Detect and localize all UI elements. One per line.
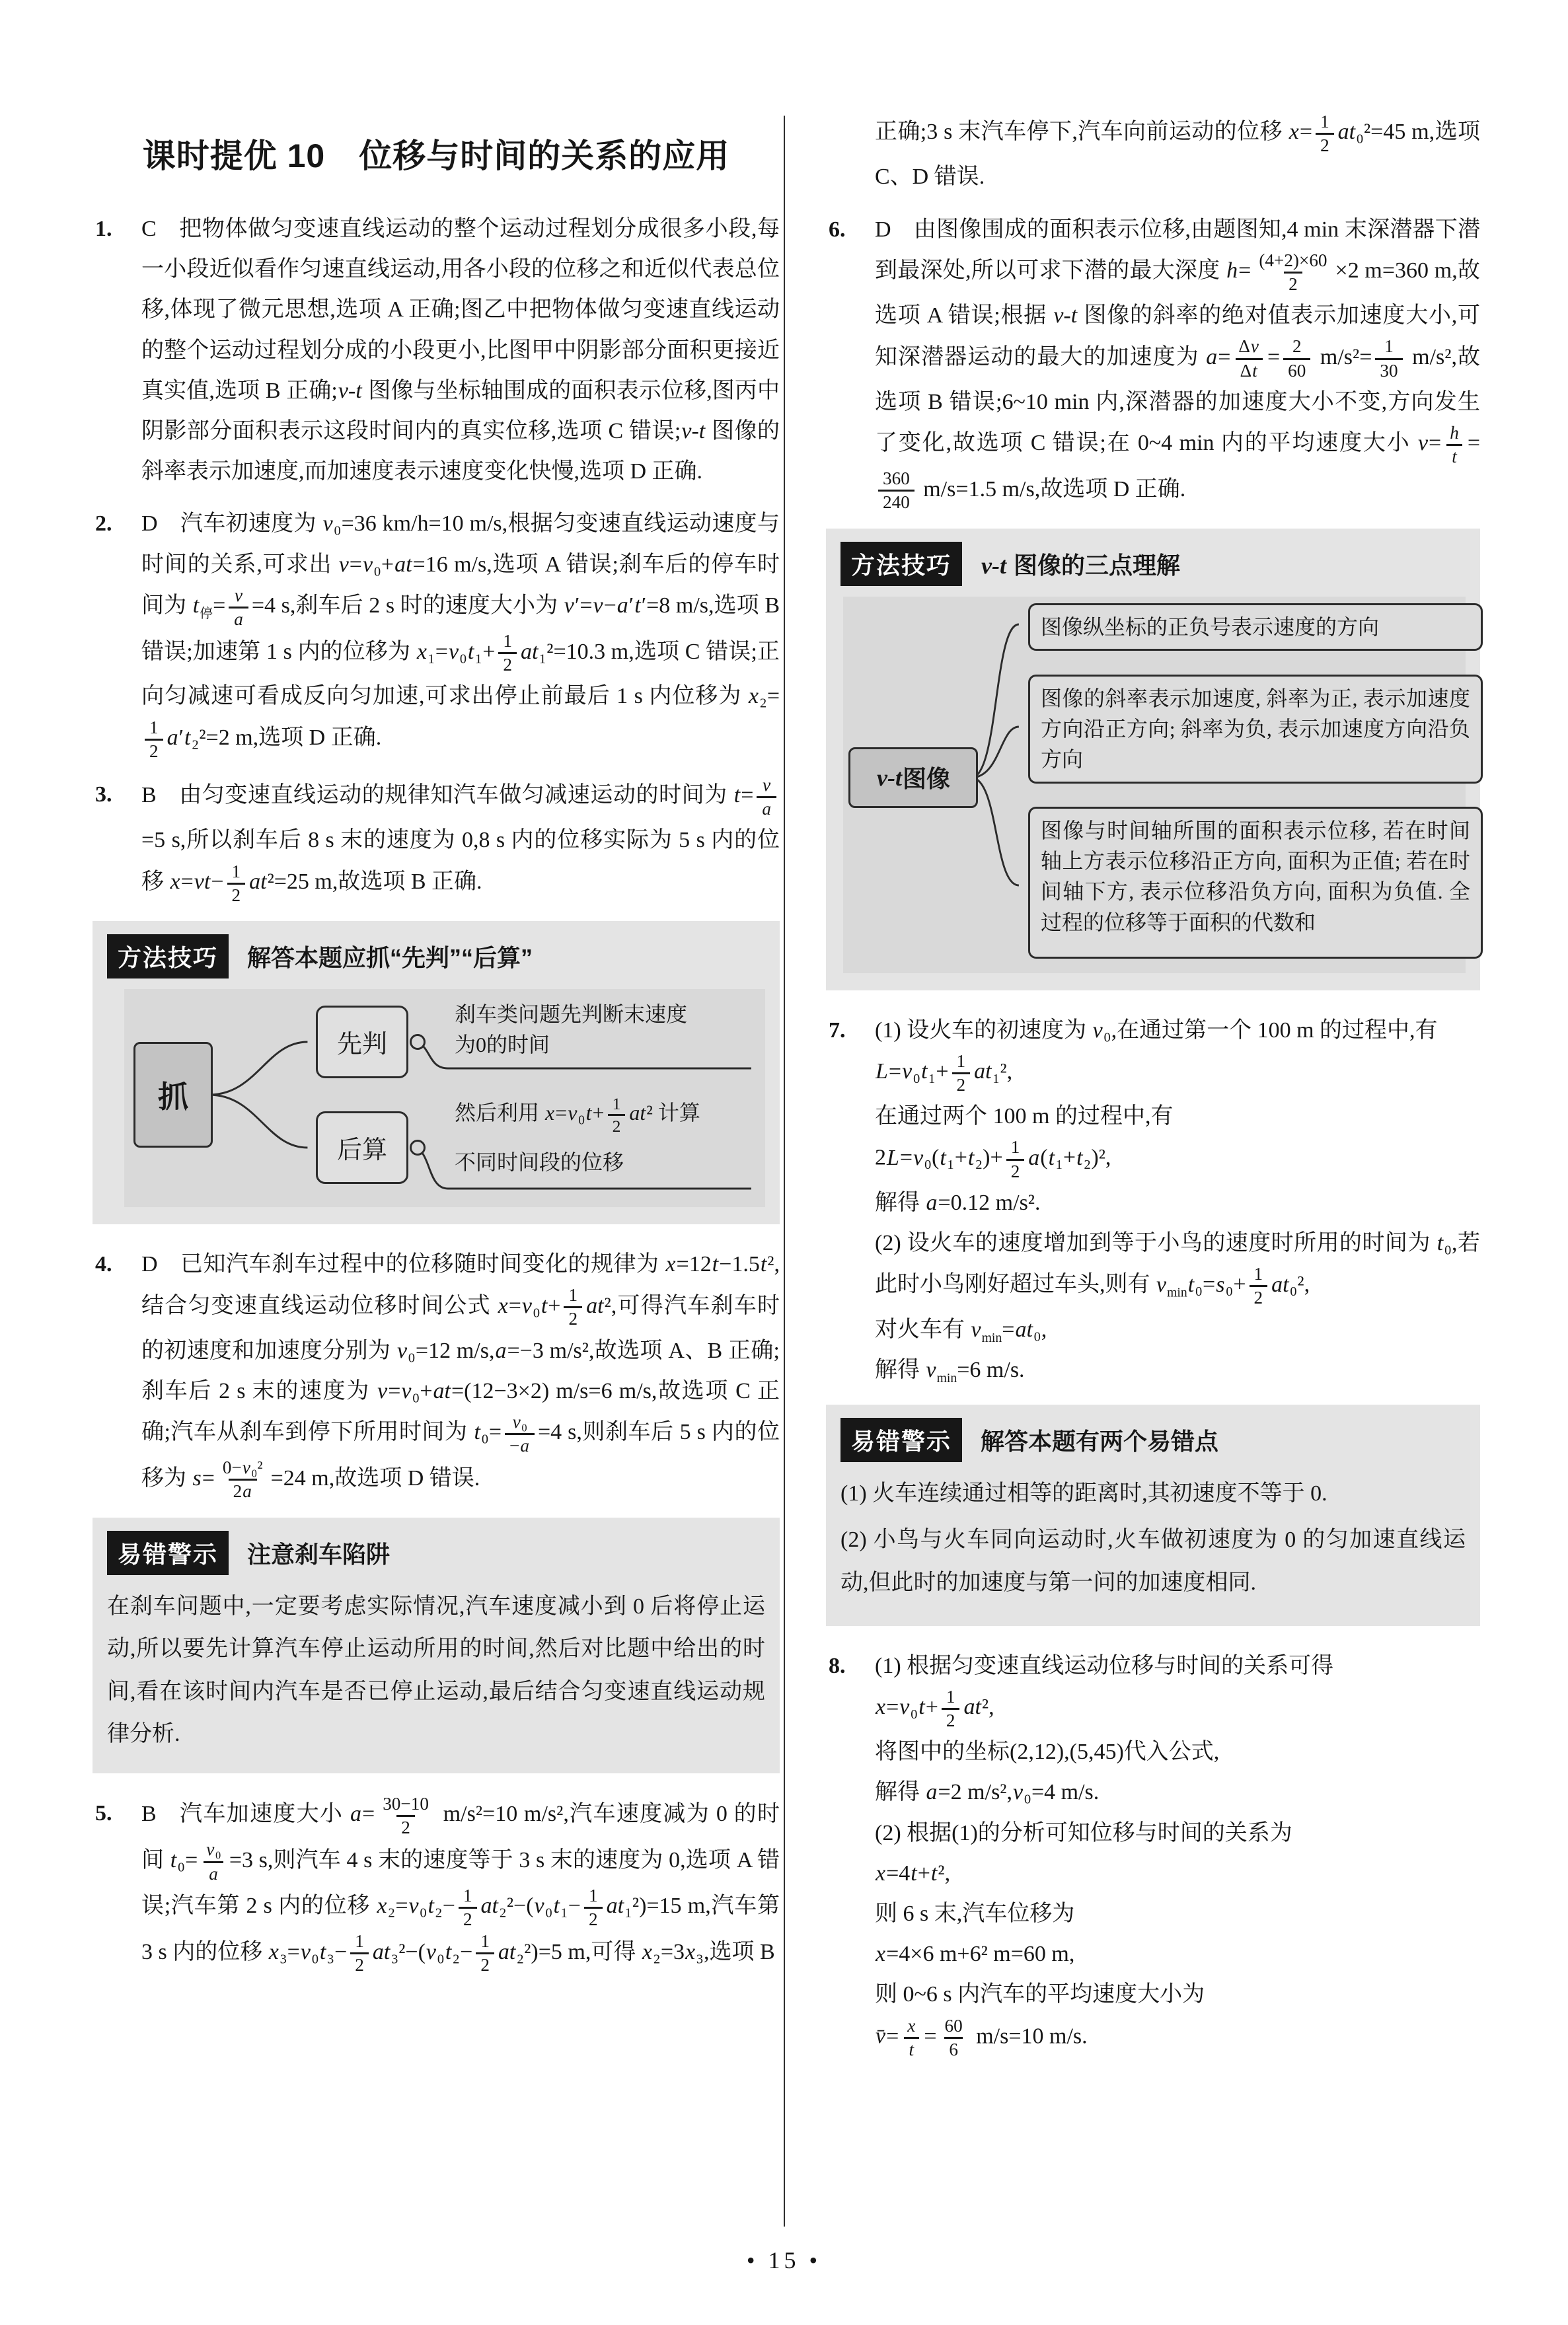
solution-line: (2) 根据(1)的分析可知位移与时间的关系为 xyxy=(875,1820,1292,1845)
solution-line: (2) 设火车的速度增加到等于小鸟的速度时所用的时间为 t₀,若此时小鸟刚好超过车头,则有 $v_{min}t_0=s_0+$ $\frac{1}{2}$ at₀², xyxy=(875,1223,1480,1310)
footer-bullet-icon: • xyxy=(809,2247,822,2273)
left-column xyxy=(93,111,780,1989)
box-header xyxy=(840,1418,1466,1462)
mindmap-root-node: 抓 xyxy=(133,1042,213,1148)
formula-line: x=4×6 m+6² m=60 m, xyxy=(876,1942,1075,1967)
item-text: 已知汽车刹车过程中的位移随时间变化的规律为 x=12t−1.5t²,结合匀变速直线运动位移时间公式 x=v₀t+ $\frac{1}{2}$ at²,可得汽车刹车时的初速度和加速度分别为 v₀=12 m/s,a=−3 m/s²,故选项 A、B 正确;刹车后 2 s 末的速度为 v=v₀+at=(12−3×2) m/s=6 m/s,故选项 C 正确;汽车从刹车到停下所用时间为 t₀= $\frac{\text{v₀}}{-a}$ =4 s,则刹车后 5 s 内的位移为 s= $\frac{\text{0−v₀²}}{2a}$ =24 m,故选项 D 错误. xyxy=(141,1252,780,1491)
formula-line: x=v₀t+ $\frac{1}{2}$ at², xyxy=(875,1686,1480,1732)
solution-line: (1) 根据匀变速直线运动位移与时间的关系可得 xyxy=(875,1653,1334,1678)
answer-letter: D xyxy=(141,511,158,536)
error-warning-body xyxy=(840,1473,1466,1605)
solution-line: 将图中的坐标(2,12),(5,45)代入公式, xyxy=(875,1740,1220,1765)
solution-line: 在通过两个 100 m 的过程中,有 xyxy=(875,1104,1174,1129)
error-warning-label: 易错警示 xyxy=(107,1531,229,1575)
branch-text: 不同时间段的位移 xyxy=(455,1150,624,1174)
right-column xyxy=(826,111,1480,2073)
mindmap-node-then-compute: 后算 xyxy=(316,1111,408,1184)
solution-line: (1) 设火车的初速度为 v₀,在通过第一个 100 m 的过程中,有 xyxy=(875,1017,1438,1043)
item-text: 正确;3 s 末汽车停下,汽车向前运动的位移 x= $\frac{1}{2}$ at₀²=45 m,选项 C、D 错误. xyxy=(875,112,1480,190)
item-text: 由图像围成的面积表示位移,由题图知,4 min 末深潜器下潜到最深处,所以可求下潜的最大深度 h= $\frac{(4+2)\times 60}{2}$ ×2 m=360 m,故选项 A 错误;根据 v-t 图像的斜率的绝对值表示加速度大小,可知深潜器运动的最大的加速度为 a= $\frac{\Delta v}{\Delta t}$ = $\frac{2}{60}$ m/s²= $\frac{1}{30}$ m/s²,故选项 B 错误;6~10 min 内,深潜器的加速度大小不变,方向发生了变化,故选项 C 错误;在 0~4 min 内的平均速度大小 v= $\frac{h}{t}$ = $\frac{360}{240}$ m/s=1.5 m/s,故选项 D 正确. xyxy=(875,217,1480,501)
answer-item-4 xyxy=(93,1244,780,1503)
error-warning-body: 在刹车问题中,一定要考虑实际情况,汽车速度减小到 0 后将停止运动,所以要先计算汽车停止运动所用的时间,然后对比题中给出的时间,看在该时间内汽车是否已停止运动,最后结合匀变速直线运动规律分析. xyxy=(107,1594,765,1747)
column-divider xyxy=(784,116,785,2227)
answer-letter: B xyxy=(141,1802,157,1827)
box-header xyxy=(840,542,1466,586)
solution-line: 解得 a=2 m/s²,v₀=4 m/s. xyxy=(875,1780,1100,1805)
method-tip-box-vt-graph xyxy=(826,529,1480,990)
error-warning-box-brake-trap xyxy=(93,1518,780,1773)
answer-item-6 xyxy=(826,209,1480,514)
mindmap-root-node: v-t 图像 xyxy=(848,747,978,808)
box-header xyxy=(107,1531,765,1575)
page-number: 15 xyxy=(768,2247,800,2273)
formula-line: 2L=v₀(t₁+t₂)+ $\frac{1}{2}$ a(t₁+t₂)², xyxy=(875,1136,1480,1182)
answer-item-5 xyxy=(93,1793,780,1977)
answer-item-8 xyxy=(826,1646,1480,2061)
answer-letter: B xyxy=(141,783,157,808)
warning-point-1: (1) 火车连续通过相等的距离时,其初速度不等于 0. xyxy=(840,1481,1327,1506)
formula-line: 对火车有 $v_{min}=at_0$, xyxy=(875,1317,1047,1345)
item-number: 5. xyxy=(95,1801,112,1826)
mindmap-node-first-judge: 先判 xyxy=(316,1006,408,1078)
item-text: 由匀变速直线运动的规律知汽车做匀减速运动的时间为 t= $\frac{v}{a}$ =5 s,所以刹车后 8 s 末的速度为 0,8 s 内的位移实际为 5 s 内的位移 x=vt− $\frac{1}{2}$ at²=25 m,故选项 B 正确. xyxy=(141,783,780,894)
error-warning-title: 解答本题有两个易错点 xyxy=(981,1427,1219,1455)
item-number: 6. xyxy=(829,217,846,242)
method-tip-label: 方法技巧 xyxy=(107,934,229,978)
method-tip-title: v-t 图像的三点理解 xyxy=(981,551,1180,579)
item-text: 汽车加速度大小 a= $\frac{30-10}{2}$ m/s²=10 m/s²,汽车速度减为 0 的时间 t₀= $\frac{\text{v₀}}{a}$ =3 s,则汽车 4 s 末的速度等于 3 s 末的速度为 0,选项 A 错误;汽车第 2 s 内的位移 x₂=v₀t₂− $\frac{1}{2}$ at₂²−(v₀t₁− $\frac{1}{2}$ at₁²)=15 m,汽车第 3 s 内的位移 x₃=v₀t₃− $\frac{1}{2}$ at₃²−(v₀t₂− $\frac{1}{2}$ at₂²)=5 m,可得 x₂=3x₃,选项 B xyxy=(141,1802,780,1964)
answer-letter: D xyxy=(875,217,891,242)
solution-line: 则 6 s 末,汽车位移为 xyxy=(875,1901,1075,1926)
error-warning-label: 易错警示 xyxy=(840,1418,962,1462)
answer-item-1 xyxy=(93,209,780,492)
answer-item-2 xyxy=(93,503,780,762)
page-footer xyxy=(0,2246,1568,2274)
item-number: 7. xyxy=(829,1017,846,1043)
method-tip-box-brake xyxy=(93,921,780,1224)
connector-circle-icon xyxy=(410,1140,426,1156)
method-tip-label: 方法技巧 xyxy=(840,542,962,586)
solution-line: 解得 a=0.12 m/s². xyxy=(875,1190,1041,1215)
warning-point-2: (2) 小鸟与火车同向运动时,火车做初速度为 0 的匀加速直线运动,但此时的加速度与第一问的加速度相同. xyxy=(840,1528,1466,1596)
box-header xyxy=(107,934,765,978)
branch-text: 为0的时间 xyxy=(455,1032,550,1056)
answer-item-7 xyxy=(826,1010,1480,1390)
item-number: 3. xyxy=(95,782,112,807)
item-number: 1. xyxy=(95,217,112,241)
item-text: 把物体做匀变速直线运动的整个运动过程划分成很多小段,每一小段近似看作匀速直线运动,用各小段的位移之和近似代表总位移,体现了微元思想,选项 A 正确;图乙中把物体做匀变速直线运动的整个运动过程划分成的小段更小,比图甲中阴影部分面积更接近真实值,选项 B 正确;v-t 图像与坐标轴围成的面积表示位移,图丙中阴影部分面积表示这段时间内的真实位移,选项 C 错误;v-t 图像的斜率表示加速度,而加速度表示速度变化快慢,选项 D 正确. xyxy=(141,217,780,484)
answer-item-3 xyxy=(93,774,780,906)
item-number: 8. xyxy=(829,1653,846,1678)
vt-point-sign-of-velocity: 图像纵坐标的正负号表示速度的方向 xyxy=(1028,603,1483,651)
branch-text: 然后利用 x=v₀t+ $\frac{1}{2}$ at² 计算 xyxy=(455,1093,700,1136)
mindmap-vt-diagram xyxy=(843,597,1470,973)
branch-text: 刹车类问题先判断末速度 xyxy=(455,1002,688,1026)
answer-item-5-continued xyxy=(826,111,1480,198)
formula-line: x=4t+t², xyxy=(876,1861,951,1886)
footer-bullet-icon: • xyxy=(746,2247,759,2273)
vt-point-slope-acceleration: 图像的斜率表示加速度, 斜率为正, 表示加速度方向沿正方向; 斜率为负, 表示加速度方向沿负方向 xyxy=(1028,675,1483,784)
answer-letter: C xyxy=(141,217,157,241)
page-title: 课时提优 10 位移与时间的关系的应用 xyxy=(142,137,730,174)
method-tip-title: 解答本题应抓“先判”“后算” xyxy=(247,943,533,971)
connector-circle-icon xyxy=(410,1034,426,1050)
formula-line: v̄= $\frac{x}{t}$ = $\frac{60}{6}$ m/s=10 m/s. xyxy=(875,2015,1480,2061)
error-warning-box-two-pitfalls xyxy=(826,1405,1480,1626)
item-number: 4. xyxy=(95,1251,112,1276)
error-warning-title: 注意刹车陷阱 xyxy=(247,1540,391,1568)
formula-line: L=v₀t₁+ $\frac{1}{2}$ at₁², xyxy=(875,1051,1480,1096)
vt-point-area-displacement: 图像与时间轴所围的面积表示位移, 若在时间轴上方表示位移沿正方向, 面积为正值; 若在时间轴下方, 表示位移沿负方向, 面积为负值. 全过程的位移等于面积的代数和 xyxy=(1028,807,1483,959)
solution-line: 则 0~6 s 内汽车的平均速度大小为 xyxy=(875,1982,1205,2007)
answer-letter: D xyxy=(141,1251,158,1276)
mindmap-brake-diagram xyxy=(124,989,765,1207)
solution-line: 解得 $v_{min}=6$ m/s. xyxy=(875,1357,1025,1385)
item-number: 2. xyxy=(95,511,112,536)
item-text: 汽车初速度为 v₀=36 km/h=10 m/s,根据匀变速直线运动速度与时间的关系,可求出 v=v₀+at=16 m/s,选项 A 错误;刹车后的停车时间为 $t_停=$ $\frac{v}{a}$ =4 s,刹车后 2 s 时的速度大小为 v′=v−a′t′=8 m/s,选项 B 错误;加速第 1 s 内的位移为 x₁=v₀t₁+ $\frac{1}{2}$ at₁²=10.3 m,选项 C 错误;正向匀减速可看成反向匀加速,可求出停止前最后 1 s 内位移为 x₂= $\frac{1}{2}$ a′t₂²=2 m,选项 D 正确. xyxy=(141,511,780,750)
